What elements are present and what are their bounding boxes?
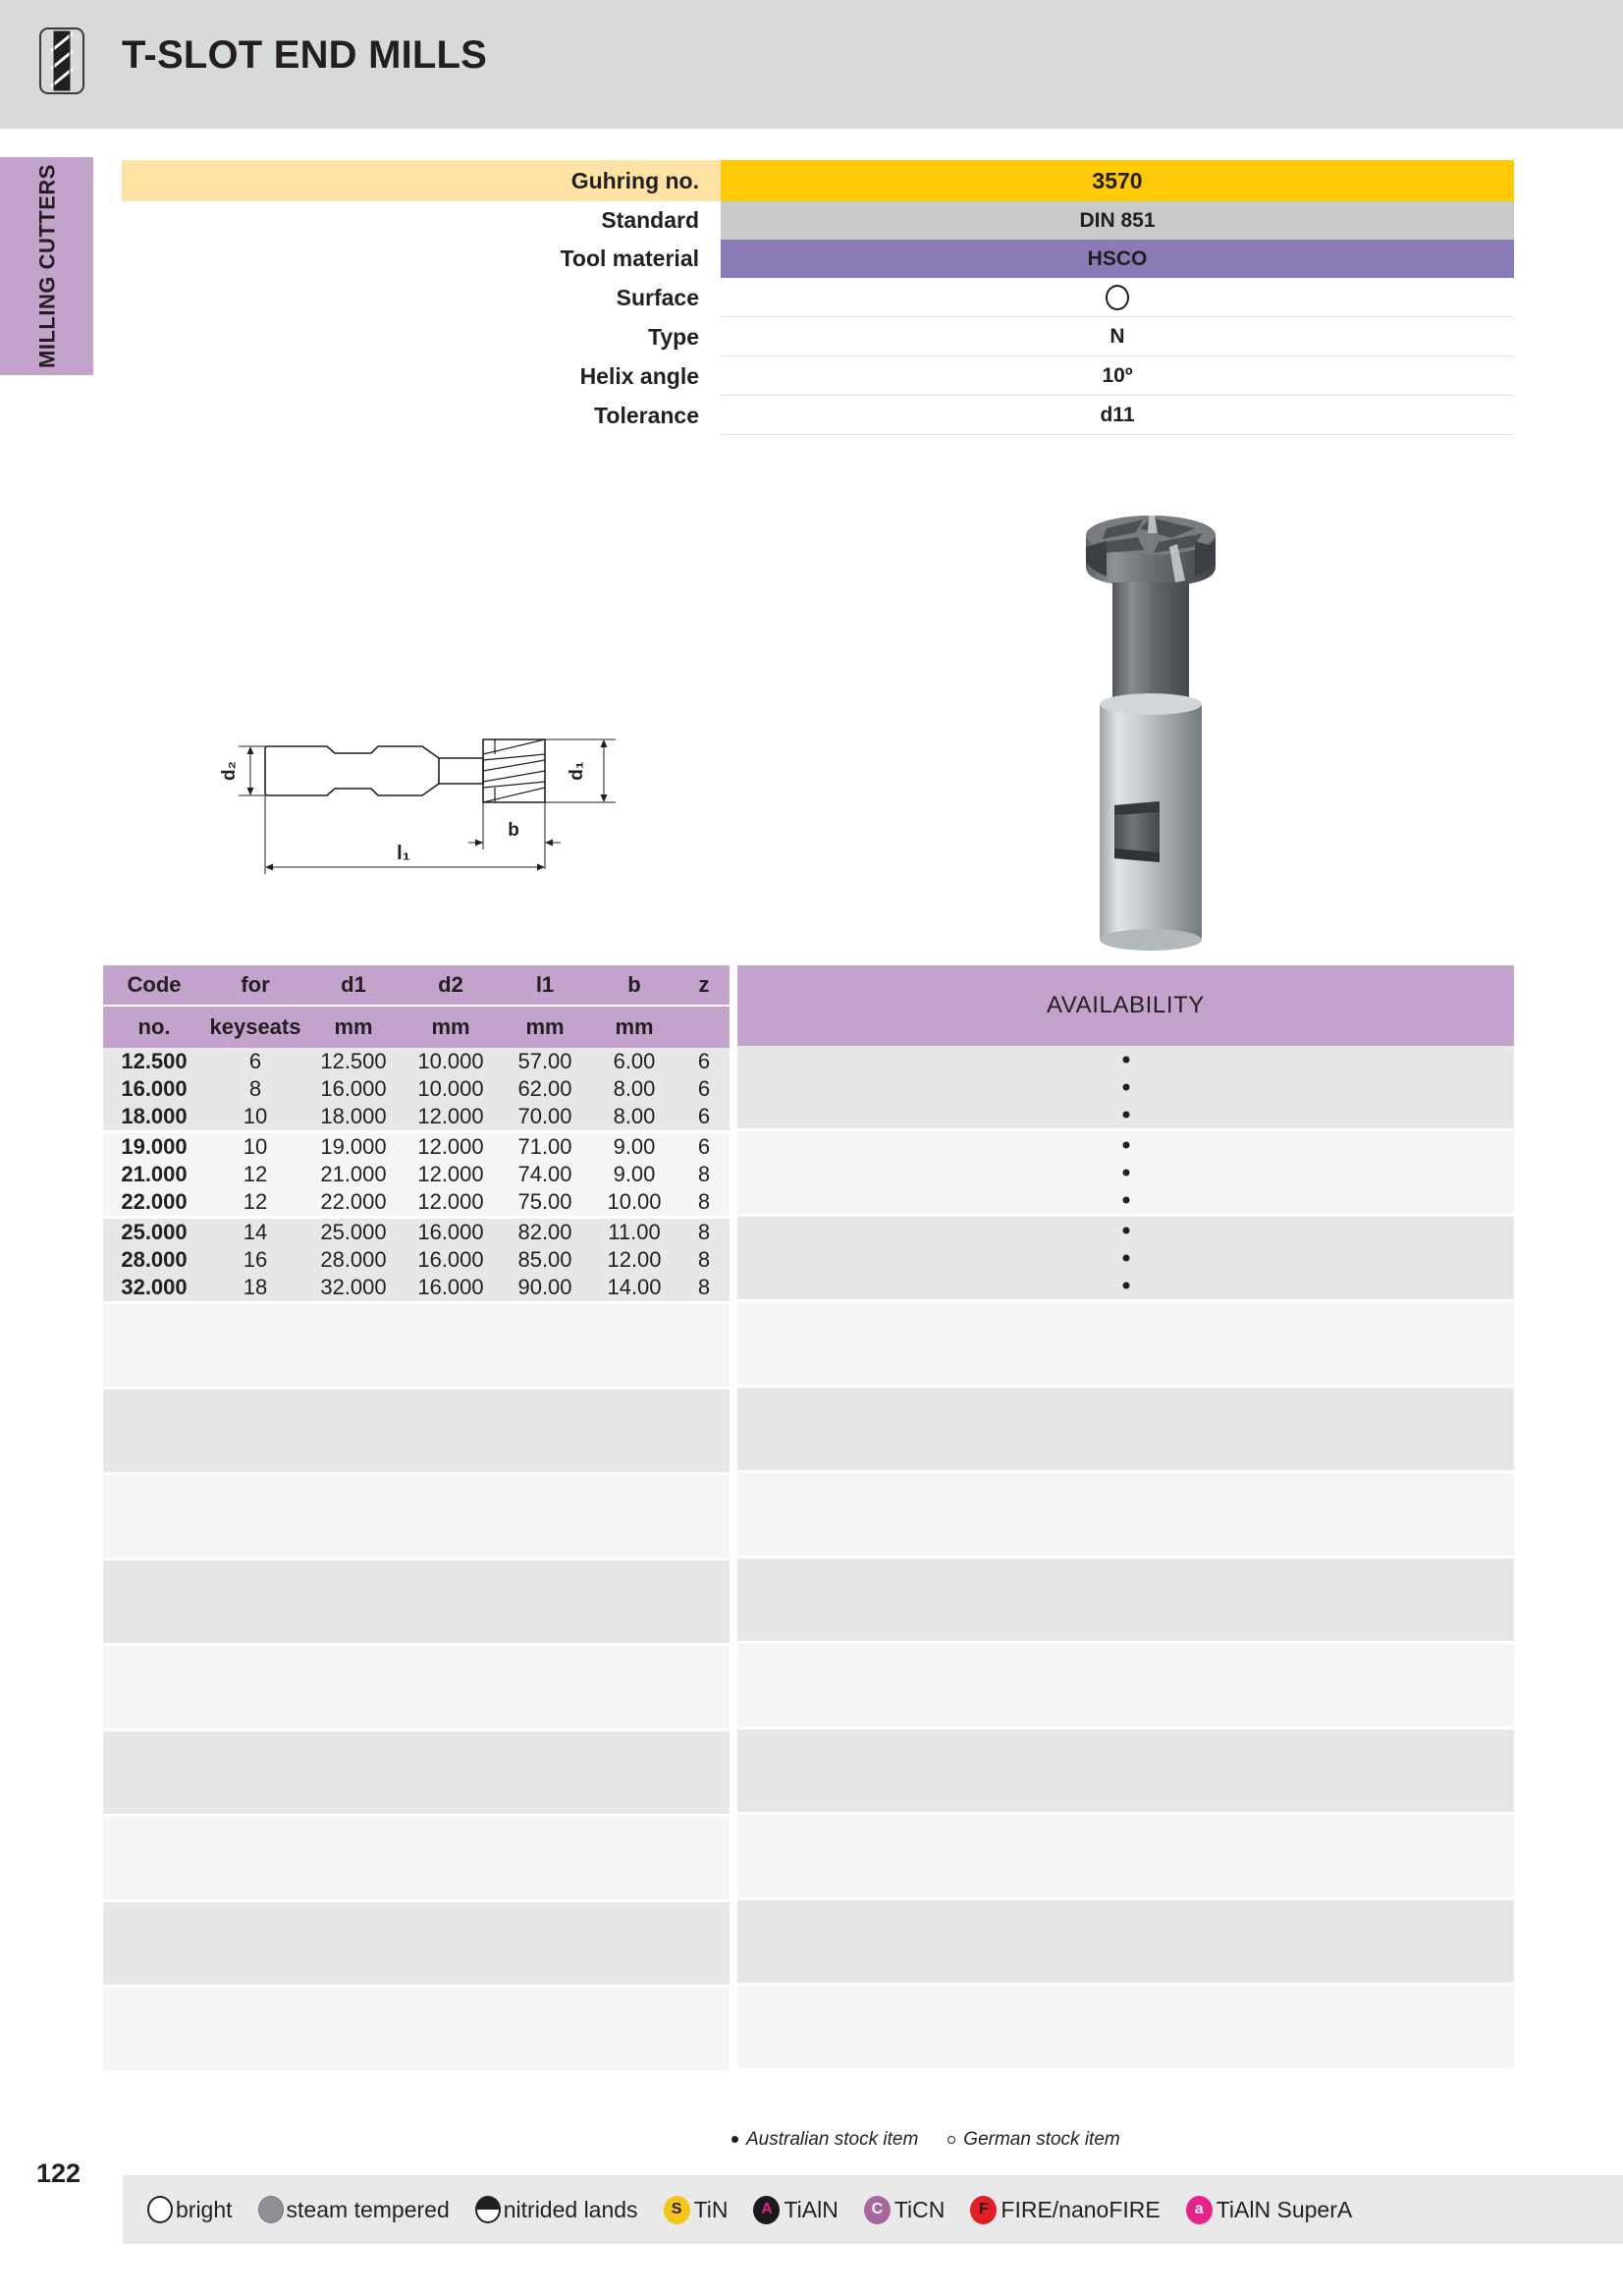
table-cell-for: 18 — [243, 1275, 268, 1299]
table-cell-d2: 12.000 — [417, 1162, 484, 1186]
row-group — [737, 1558, 1514, 1641]
table-cell-z: 8 — [697, 1220, 711, 1244]
spec-value-helix-angle: 10º — [721, 356, 1514, 396]
availability-row — [737, 1815, 1514, 1842]
table-cell-code: 16.000 — [121, 1076, 188, 1101]
table-row — [103, 1530, 730, 1558]
table-row — [103, 1560, 730, 1588]
table-row — [103, 1786, 730, 1814]
row-group — [737, 1046, 1514, 1128]
australian-stock-marker-icon — [1122, 1142, 1129, 1149]
table-row — [103, 1615, 730, 1643]
availability-row[interactable] — [737, 1131, 1514, 1159]
row-group — [103, 1475, 730, 1558]
sidebar-tab-label: MILLING CUTTERS — [33, 164, 59, 368]
availability-row[interactable] — [737, 1046, 1514, 1073]
australian-stock-marker-icon — [1122, 1057, 1129, 1064]
availability-row[interactable] — [737, 1244, 1514, 1272]
page-header — [0, 0, 1623, 129]
availability-row[interactable] — [737, 1186, 1514, 1214]
availability-row — [737, 1501, 1514, 1528]
col-unit-code: no. — [103, 1014, 205, 1040]
table-cell-l1: 57.00 — [517, 1049, 572, 1073]
table-row[interactable] — [103, 1133, 730, 1161]
row-group — [737, 1302, 1514, 1385]
table-cell-z: 6 — [697, 1134, 711, 1159]
t-slot-cutter-image — [1046, 496, 1291, 957]
availability-row — [737, 2013, 1514, 2041]
col-unit-for: keyseats — [205, 1014, 305, 1040]
tool-dimension-diagram — [211, 712, 643, 899]
table-cell-for: 8 — [248, 1076, 262, 1101]
steam-tempered-swatch-icon — [258, 2196, 284, 2223]
legend-label-fire: FIRE/nanoFIRE — [1001, 2196, 1161, 2222]
availability-row — [737, 1302, 1514, 1330]
table-row — [103, 2043, 730, 2070]
row-group — [103, 1048, 730, 1130]
table-row — [103, 1304, 730, 1332]
availability-row[interactable] — [737, 1101, 1514, 1128]
bright-circle-icon — [1106, 285, 1129, 310]
col-header-b: b — [590, 972, 678, 998]
table-row — [103, 1475, 730, 1503]
table-row — [103, 2015, 730, 2043]
legend-item-ticn — [864, 2196, 946, 2224]
table-cell-d1: 28.000 — [320, 1247, 387, 1272]
spec-value-tolerance: d11 — [721, 396, 1514, 435]
row-group — [103, 1902, 730, 1985]
german-stock-marker-icon — [947, 2136, 955, 2144]
table-cell-d2: 10.000 — [417, 1049, 484, 1073]
ticn-badge-icon: C — [864, 2196, 891, 2224]
availability-row — [737, 1671, 1514, 1699]
table-cell-b: 12.00 — [607, 1247, 662, 1272]
table-cell-z: 6 — [697, 1049, 711, 1073]
spec-row-standard — [122, 201, 1514, 240]
table-row — [103, 1445, 730, 1472]
spec-row-helix-angle — [122, 356, 1514, 396]
spec-label-tolerance: Tolerance — [594, 402, 699, 428]
row-group — [103, 1133, 730, 1216]
availability-row — [737, 1784, 1514, 1812]
col-header-d1: d1 — [305, 972, 402, 998]
availability-row — [737, 1586, 1514, 1613]
availability-row — [737, 1699, 1514, 1726]
table-row — [103, 1417, 730, 1445]
table-cell-l1: 85.00 — [517, 1247, 572, 1272]
table-cell-l1: 82.00 — [517, 1220, 572, 1244]
availability-row — [737, 1613, 1514, 1641]
tialn-badge-icon: A — [753, 2196, 780, 2224]
table-row — [103, 1701, 730, 1728]
spec-value-standard: DIN 851 — [721, 201, 1514, 240]
australian-stock-marker-icon — [1122, 1170, 1129, 1176]
legend-label-nitrided-lands: nitrided lands — [503, 2196, 638, 2222]
table-header-row-top — [103, 965, 730, 1005]
sidebar-tab-milling-cutters[interactable] — [0, 157, 93, 375]
table-cell-z: 8 — [697, 1247, 711, 1272]
table-row — [103, 1930, 730, 1957]
table-cell-d2: 12.000 — [417, 1189, 484, 1214]
australian-stock-marker-icon — [731, 2136, 738, 2143]
table-cell-d2: 10.000 — [417, 1076, 484, 1101]
dimensions-table-body — [103, 1048, 730, 2070]
table-cell-d2: 12.000 — [417, 1134, 484, 1159]
spec-row-guhring-no — [122, 160, 1514, 201]
table-cell-code: 19.000 — [121, 1134, 188, 1159]
legend-label-ticn: TiCN — [893, 2196, 946, 2222]
col-header-d2: d2 — [402, 972, 500, 998]
table-cell-z: 8 — [697, 1275, 711, 1299]
availability-row — [737, 1870, 1514, 1897]
row-group — [737, 1131, 1514, 1214]
table-cell-b: 10.00 — [607, 1189, 662, 1214]
table-cell-d1: 19.000 — [320, 1134, 387, 1159]
page-number: 122 — [36, 2159, 81, 2188]
dimensions-table — [103, 965, 730, 2070]
table-row — [103, 1988, 730, 2015]
table-cell-code: 21.000 — [121, 1162, 188, 1186]
spec-value-tool-material: HSCO — [721, 240, 1514, 278]
legend-label-tin: TiN — [693, 2196, 729, 2222]
table-cell-b: 11.00 — [608, 1220, 661, 1244]
row-group — [737, 1900, 1514, 1983]
spec-label-standard: Standard — [601, 207, 699, 233]
row-group — [103, 1988, 730, 2070]
table-cell-d2: 16.000 — [417, 1247, 484, 1272]
row-group — [103, 1646, 730, 1728]
spec-row-tolerance — [122, 396, 1514, 435]
table-cell-code: 32.000 — [121, 1275, 188, 1299]
row-group — [737, 1815, 1514, 1897]
table-cell-l1: 62.00 — [517, 1076, 572, 1101]
table-cell-for: 10 — [243, 1134, 268, 1159]
australian-stock-marker-icon — [1122, 1283, 1129, 1289]
availability-row — [737, 1900, 1514, 1928]
availability-row[interactable] — [737, 1073, 1514, 1101]
legend-item-bright — [147, 2196, 233, 2223]
row-group — [103, 1219, 730, 1301]
table-cell-d1: 22.000 — [320, 1189, 387, 1214]
legend-label-bright: bright — [176, 2196, 233, 2222]
page-title: T-SLOT END MILLS — [122, 33, 488, 77]
availability-row — [737, 1558, 1514, 1586]
availability-row — [737, 1528, 1514, 1556]
col-unit-l1: mm — [500, 1014, 590, 1040]
australian-stock-marker-icon — [1122, 1197, 1129, 1204]
australian-stock-marker-icon — [1122, 1112, 1129, 1119]
table-row — [103, 1731, 730, 1759]
legend-item-fire — [970, 2196, 1160, 2224]
table-cell-code: 12.500 — [121, 1049, 188, 1073]
table-cell-d1: 21.000 — [320, 1162, 387, 1186]
german-stock-label: German stock item — [963, 2129, 1120, 2150]
row-group — [737, 1729, 1514, 1812]
table-header-row-units — [103, 1007, 730, 1048]
table-row[interactable] — [103, 1075, 730, 1103]
col-header-z: z — [678, 972, 730, 998]
table-row — [103, 1588, 730, 1615]
table-cell-for: 12 — [243, 1189, 268, 1214]
table-cell-d1: 16.000 — [320, 1076, 387, 1101]
row-group — [103, 1390, 730, 1472]
availability-row[interactable] — [737, 1217, 1514, 1244]
table-cell-l1: 75.00 — [517, 1189, 572, 1214]
fire-badge-icon: F — [970, 2196, 997, 2224]
availability-row — [737, 1357, 1514, 1385]
dimension-label-d2: d₂ — [219, 760, 240, 782]
end-mill-icon — [39, 27, 84, 94]
spec-value-surface — [721, 278, 1514, 317]
table-cell-for: 14 — [243, 1220, 268, 1244]
table-cell-b: 8.00 — [613, 1076, 656, 1101]
table-row — [103, 1817, 730, 1844]
table-row[interactable] — [103, 1274, 730, 1301]
row-group — [737, 1217, 1514, 1299]
col-header-l1: l1 — [500, 972, 590, 998]
table-row — [103, 1902, 730, 1930]
table-cell-b: 8.00 — [613, 1104, 656, 1128]
col-unit-d2: mm — [402, 1014, 500, 1040]
legend-item-tin — [664, 2196, 729, 2224]
table-cell-code: 18.000 — [121, 1104, 188, 1128]
legend-item-tialn — [753, 2196, 838, 2224]
availability-row — [737, 1473, 1514, 1501]
col-unit-b: mm — [590, 1014, 678, 1040]
table-cell-z: 6 — [697, 1104, 711, 1128]
legend-label-steam-tempered: steam tempered — [286, 2196, 450, 2222]
dimension-label-d1: d₁ — [567, 761, 587, 781]
table-row — [103, 1673, 730, 1701]
availability-row — [737, 1443, 1514, 1470]
table-cell-d1: 12.500 — [320, 1049, 387, 1073]
table-cell-l1: 71.00 — [517, 1134, 572, 1159]
table-row[interactable] — [103, 1103, 730, 1130]
availability-row[interactable] — [737, 1272, 1514, 1299]
table-cell-d1: 32.000 — [320, 1275, 387, 1299]
table-cell-z: 6 — [697, 1076, 711, 1101]
australian-stock-label: Australian stock item — [746, 2129, 919, 2150]
table-cell-d1: 18.000 — [320, 1104, 387, 1128]
spec-row-type — [122, 317, 1514, 356]
availability-row — [737, 1415, 1514, 1443]
availability-row — [737, 1330, 1514, 1357]
table-row — [103, 1503, 730, 1530]
table-cell-for: 12 — [243, 1162, 268, 1186]
spec-value-guhring-no: 3570 — [721, 160, 1514, 201]
table-cell-l1: 74.00 — [517, 1162, 572, 1186]
row-group — [737, 1388, 1514, 1470]
table-cell-l1: 90.00 — [517, 1275, 572, 1299]
nitrided-lands-swatch-icon — [475, 2196, 501, 2223]
spec-value-type: N — [721, 317, 1514, 356]
availability-row — [737, 1928, 1514, 1955]
product-photo — [1046, 496, 1291, 957]
bright-swatch-icon — [147, 2196, 173, 2223]
legend-item-steam-tempered — [258, 2196, 450, 2223]
technical-drawing — [211, 712, 643, 899]
spec-row-tool-material — [122, 240, 1514, 278]
spec-label-guhring-no: Guhring no. — [122, 160, 721, 201]
table-cell-d1: 25.000 — [320, 1220, 387, 1244]
table-cell-b: 9.00 — [613, 1162, 656, 1186]
spec-label-tool-material: Tool material — [560, 246, 699, 271]
stock-item-note — [731, 2129, 1120, 2151]
col-unit-d1: mm — [305, 1014, 402, 1040]
availability-row — [737, 1729, 1514, 1757]
australian-stock-marker-icon — [1122, 1228, 1129, 1234]
table-cell-for: 6 — [248, 1049, 262, 1073]
table-row — [103, 1359, 730, 1387]
table-row[interactable] — [103, 1161, 730, 1188]
table-row — [103, 1646, 730, 1673]
availability-table-body — [737, 1046, 1514, 2068]
col-header-code: Code — [103, 972, 205, 998]
table-row — [103, 1390, 730, 1417]
availability-row — [737, 1757, 1514, 1784]
row-group — [737, 1473, 1514, 1556]
table-cell-code: 22.000 — [121, 1189, 188, 1214]
table-cell-d2: 16.000 — [417, 1220, 484, 1244]
tin-badge-icon: S — [664, 2196, 690, 2224]
table-cell-z: 8 — [697, 1189, 711, 1214]
table-row[interactable] — [103, 1246, 730, 1274]
table-row — [103, 1957, 730, 1985]
spec-label-helix-angle: Helix angle — [579, 362, 699, 389]
legend-item-tialn-supera — [1186, 2196, 1352, 2224]
availability-row — [737, 1955, 1514, 1983]
supera-badge-icon: a — [1186, 2196, 1213, 2224]
table-cell-d2: 12.000 — [417, 1104, 484, 1128]
dimension-label-l1: l₁ — [397, 843, 410, 864]
availability-row — [737, 2041, 1514, 2068]
availability-row — [737, 1842, 1514, 1870]
table-cell-for: 10 — [243, 1104, 268, 1128]
australian-stock-marker-icon — [1122, 1084, 1129, 1091]
col-header-for: for — [205, 972, 305, 998]
table-cell-l1: 70.00 — [517, 1104, 572, 1128]
coating-legend — [123, 2175, 1623, 2244]
row-group — [103, 1817, 730, 1899]
table-cell-b: 14.00 — [607, 1275, 662, 1299]
table-row[interactable] — [103, 1219, 730, 1246]
table-cell-b: 6.00 — [613, 1049, 656, 1073]
table-row[interactable] — [103, 1188, 730, 1216]
legend-item-nitrided-lands — [475, 2196, 638, 2223]
row-group — [737, 1644, 1514, 1726]
row-group — [103, 1304, 730, 1387]
table-cell-b: 9.00 — [613, 1134, 656, 1159]
availability-table — [737, 965, 1514, 2068]
table-cell-code: 25.000 — [121, 1220, 188, 1244]
legend-label-tialn: TiAlN — [784, 2196, 839, 2222]
spec-label-type: Type — [648, 323, 699, 350]
australian-stock-marker-icon — [1122, 1255, 1129, 1262]
table-cell-code: 28.000 — [121, 1247, 188, 1272]
table-row[interactable] — [103, 1048, 730, 1075]
availability-row[interactable] — [737, 1159, 1514, 1186]
legend-label-tialn-supera: TiAlN SuperA — [1216, 2196, 1353, 2222]
row-group — [103, 1560, 730, 1643]
dimension-label-b: b — [508, 820, 519, 841]
row-group — [737, 1986, 1514, 2068]
availability-row — [737, 1388, 1514, 1415]
table-row — [103, 1332, 730, 1359]
availability-row — [737, 1644, 1514, 1671]
spec-row-surface — [122, 278, 1514, 317]
table-cell-for: 16 — [243, 1247, 268, 1272]
spec-label-surface: Surface — [616, 284, 699, 310]
table-row — [103, 1872, 730, 1899]
end-mill-glyph — [41, 29, 82, 92]
row-group — [103, 1731, 730, 1814]
availability-row — [737, 1986, 1514, 2013]
specification-table — [122, 160, 1514, 435]
table-cell-d2: 16.000 — [417, 1275, 484, 1299]
table-row — [103, 1844, 730, 1872]
table-cell-z: 8 — [697, 1162, 711, 1186]
table-row — [103, 1759, 730, 1786]
availability-header: AVAILABILITY — [737, 965, 1514, 1046]
